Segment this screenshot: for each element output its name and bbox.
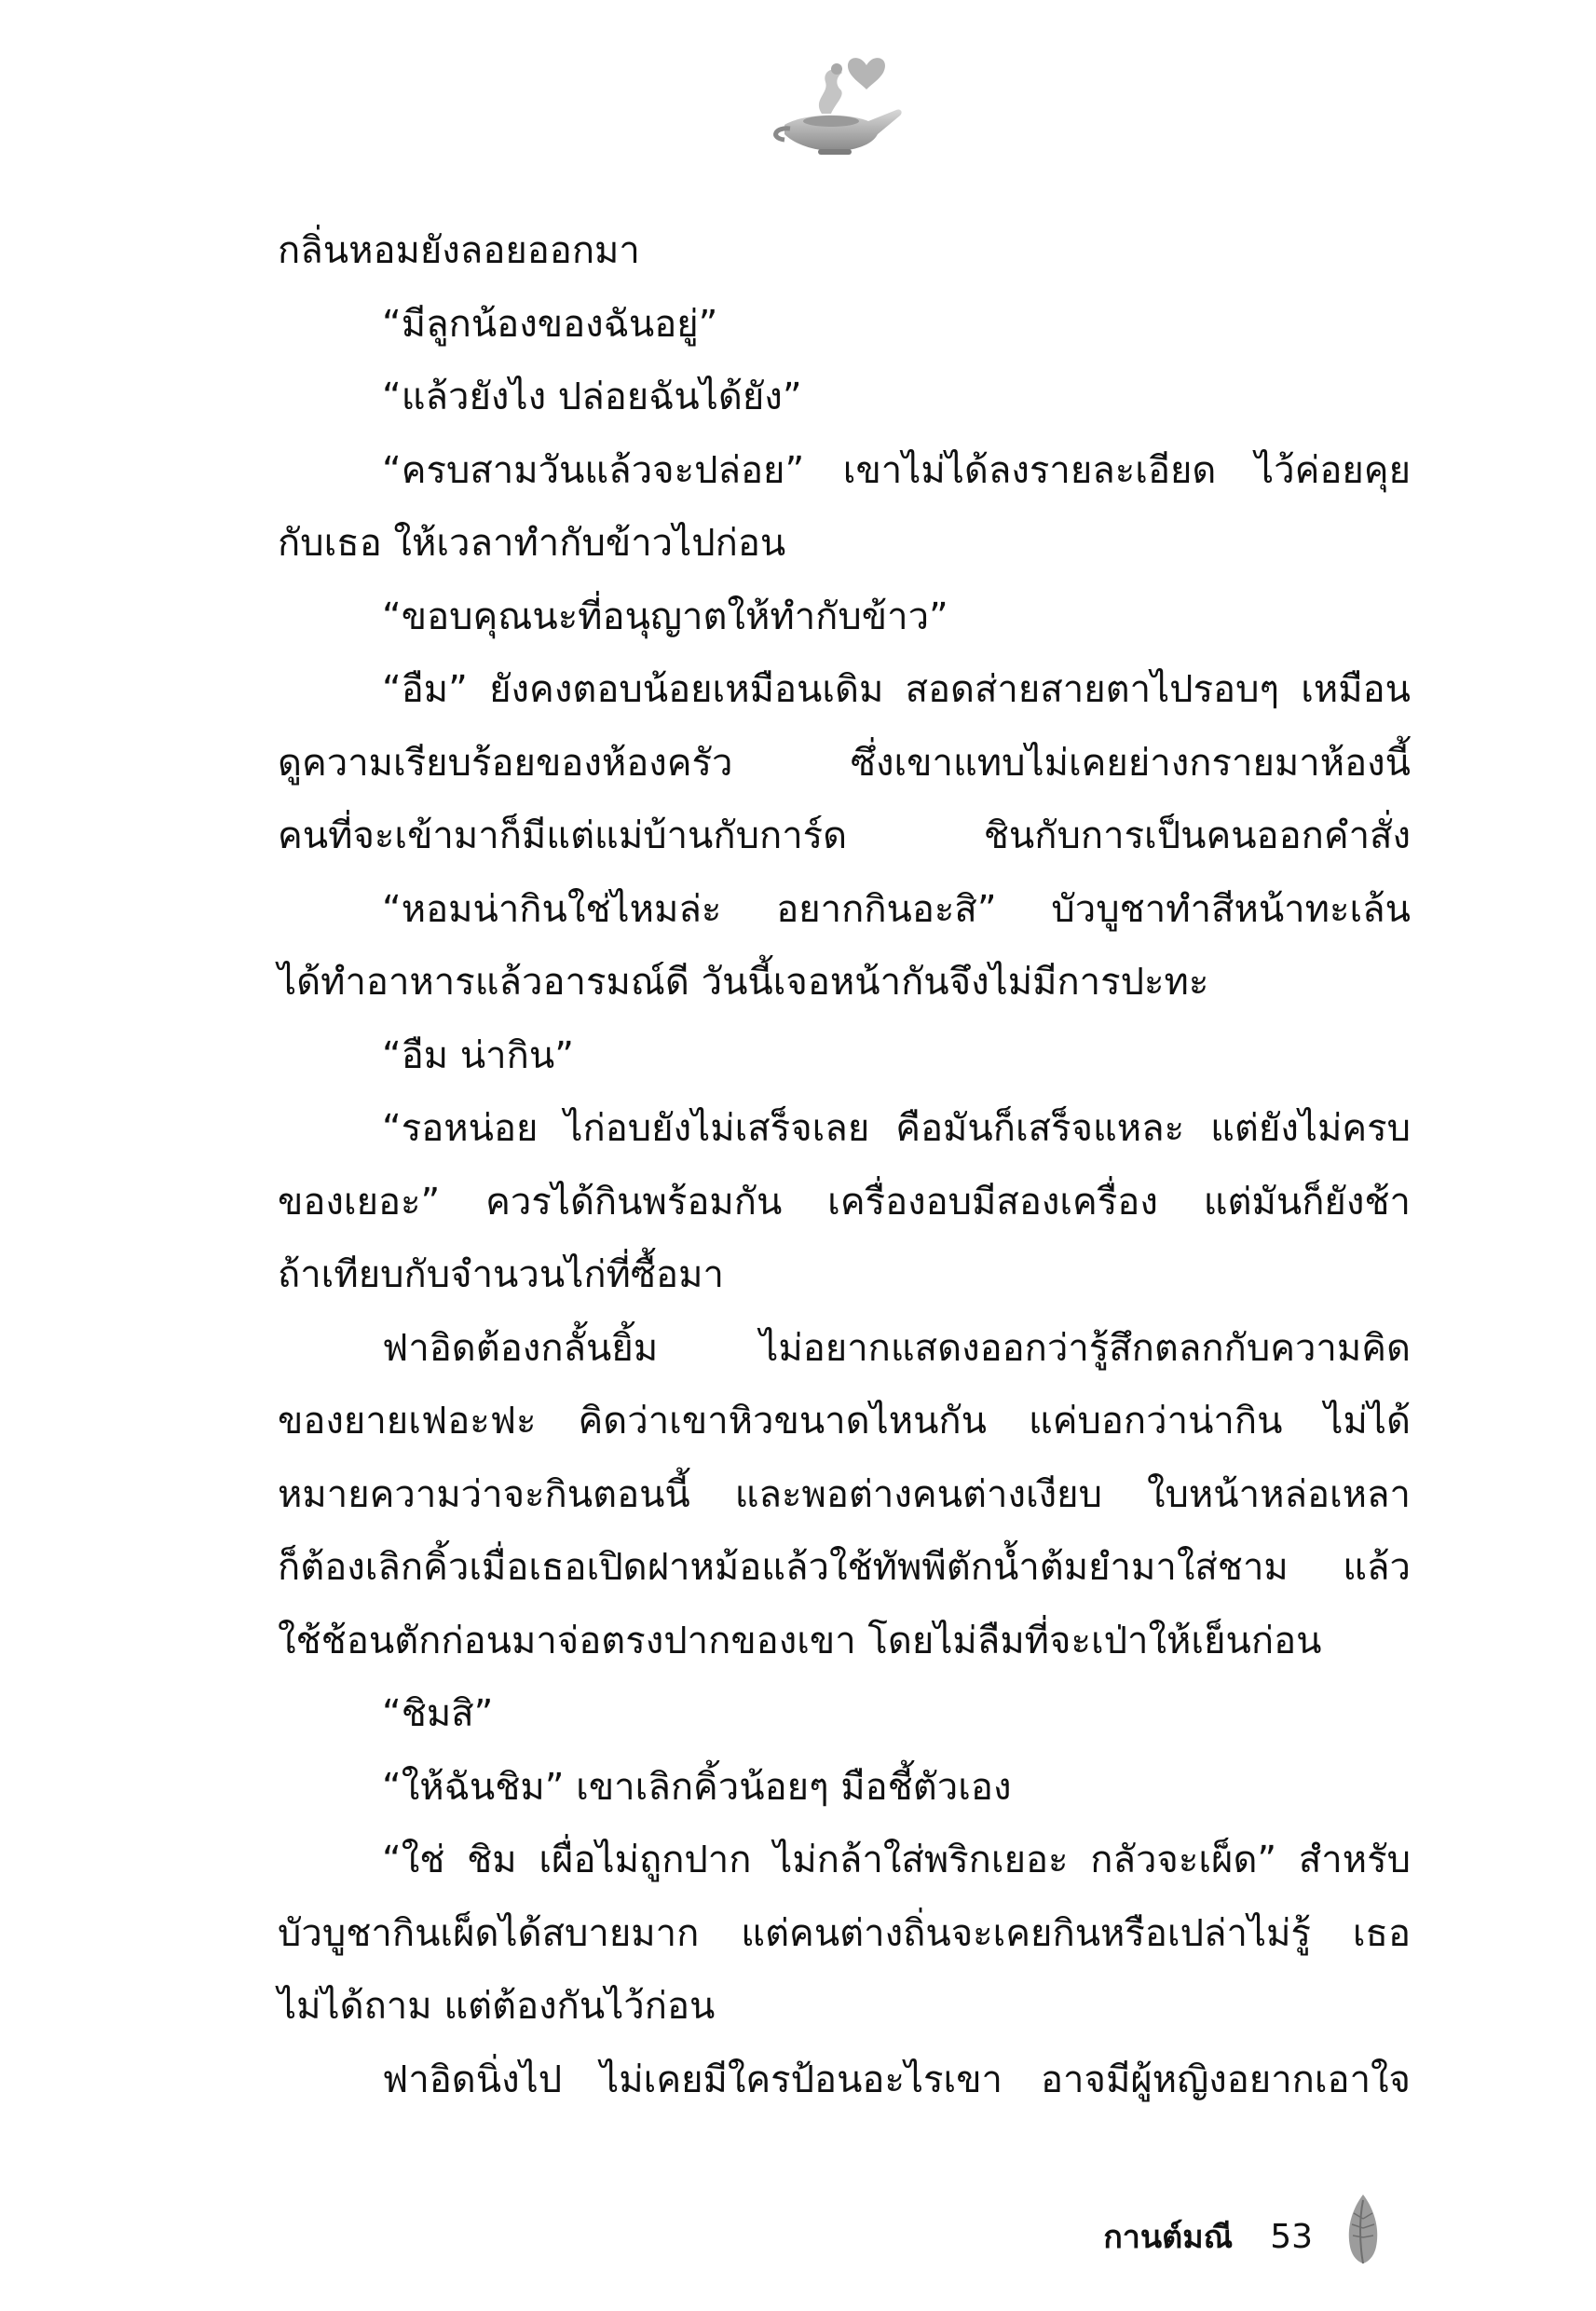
text-line: ฟาอิดนิ่งไป ไม่เคยมีใครป้อนอะไรเขา อาจมีผู้หญิงอยากเอาใจ (382, 2058, 1411, 2101)
text-line: บัวบูชากินเผ็ดได้สบายมาก แต่คนต่างถิ่นจะเคยกินหรือเปล่าไม่รู้ เธอ (278, 1911, 1411, 1955)
text-line: “รอหน่อย ไก่อบยังไม่เสร็จเลย คือมันก็เสร็จแหละ แต่ยังไม่ครบ (382, 1107, 1411, 1150)
text-line: ได้ทำอาหารแล้วอารมณ์ดี วันนี้เจอหน้ากันจึงไม่มีการปะทะ (278, 961, 1209, 1004)
text-line: “ให้ฉันชิม” เขาเลิกคิ้วน้อยๆ มือชี้ตัวเอง (382, 1765, 1012, 1809)
text-line: หมายความว่าจะกินตอนนี้ และพอต่างคนต่างเงียบ ใบหน้าหล่อเหลา (278, 1472, 1411, 1516)
text-line: “ชิมสิ” (382, 1692, 494, 1735)
text-line: กับเธอ ให้เวลาทำกับข้าวไปก่อน (278, 522, 786, 565)
text-line: ถ้าเทียบกับจำนวนไก่ที่ซื้อมา (278, 1253, 724, 1296)
page-number: 53 (1270, 2217, 1313, 2256)
text-line: “แล้วยังไง ปล่อยฉันได้ยัง” (382, 376, 802, 418)
text-line: “ครบสามวันแล้วจะปล่อย” เขาไม่ได้ลงรายละเอียด ไว้ค่อยคุย (382, 448, 1411, 492)
text-line: กลิ่นหอมยังลอยออกมา (278, 229, 640, 272)
text-line: ฟาอิดต้องกลั้นยิ้ม ไม่อยากแสดงออกว่ารู้สึกตลกกับความคิด (382, 1326, 1411, 1370)
body-text (278, 214, 1411, 2116)
text-line: ก็ต้องเลิกคิ้วเมื่อเธอเปิดฝาหม้อแล้วใช้ทัพพีตักน้ำต้มยำมาใส่ชาม แล้ว (278, 1546, 1411, 1589)
text-line: “มีลูกน้องของฉันอยู่” (382, 302, 718, 346)
text-line: “อืม” ยังคงตอบน้อยเหมือนเดิม สอดส่ายสายตาไปรอบๆ เหมือน (382, 668, 1411, 711)
text-line: ของยายเฟอะฟะ คิดว่าเขาหิวขนาดไหนกัน แค่บอกว่าน่ากิน ไม่ได้ (278, 1400, 1411, 1443)
text-line: ของเยอะ” ควรได้กินพร้อมกัน เครื่องอบมีสองเครื่อง แต่มันก็ยังช้า (278, 1180, 1411, 1224)
page-footer (1103, 2208, 1391, 2264)
genie-lamp-icon (757, 48, 915, 160)
text-line: “ขอบคุณนะที่อนุญาตให้ทำกับข้าว” (382, 595, 948, 638)
book-title: กานต์มณี (1103, 2219, 1234, 2256)
text-line: “หอมน่ากินใช่ไหมล่ะ อยากกินอะสิ” บัวบูชาทำสีหน้าทะเล้น (382, 887, 1411, 931)
text-line: “อืม น่ากิน” (382, 1033, 574, 1077)
text-line: ดูความเรียบร้อยของห้องครัว ซึ่งเขาแทบไม่เคยย่างกรายมาห้องนี้ (278, 741, 1411, 785)
text-line: ใช้ช้อนตักก่อนมาจ่อตรงปากของเขา โดยไม่ลืมที่จะเป่าให้เย็นก่อน (278, 1619, 1322, 1662)
text-line: คนที่จะเข้ามาก็มีแต่แม่บ้านกับการ์ด ชินกับการเป็นคนออกคำสั่ง (278, 814, 1411, 857)
text-line: ไม่ได้ถาม แต่ต้องกันไว้ก่อน (278, 1985, 716, 2028)
text-line: “ใช่ ชิม เผื่อไม่ถูกปาก ไม่กล้าใส่พริกเยอะ กลัวจะเผ็ด” สำหรับ (382, 1839, 1411, 1881)
feather-plume-icon (1335, 2191, 1391, 2265)
